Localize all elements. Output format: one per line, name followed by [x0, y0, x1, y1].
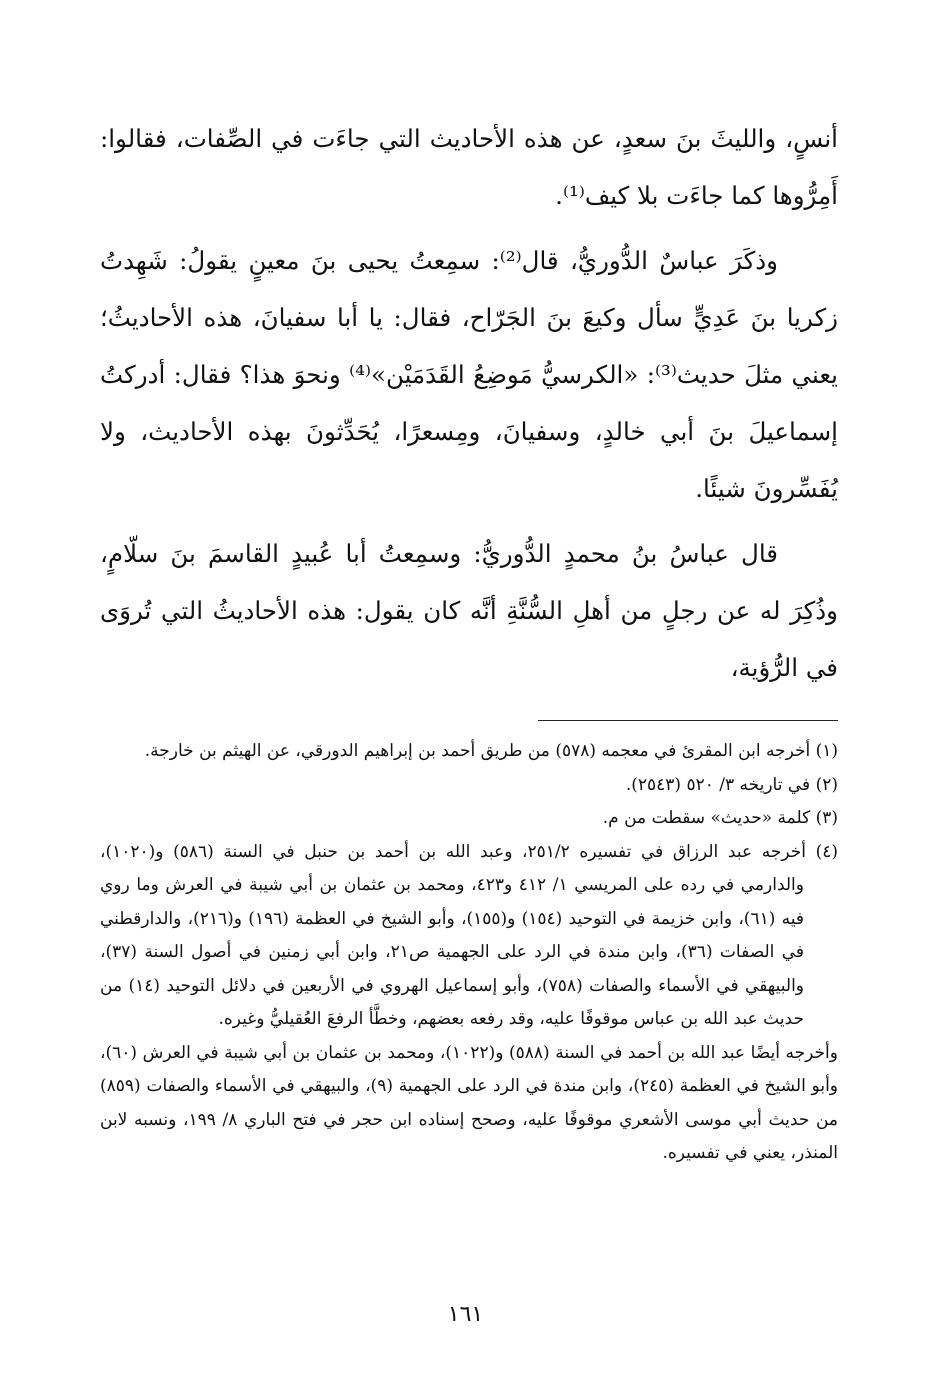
page-number: ١٦١: [447, 1302, 484, 1327]
footnote-3: (٣) كلمة «حديث» سقطت من م.: [602, 808, 838, 828]
footnote-2: (٢) في تاريخه ٣/ ٥٢٠ (٢٥٤٣).: [625, 774, 838, 795]
footnote-4-continuation: وأخرجه أيضًا عبد الله بن أحمد في السنة (٥٨٨) و(١٠٢٢)، ومحمد بن عثمان بن أبي شيبة في العرش (٦٠)، وأبو الشيخ في العظمة (٢٤٥)، وابن مندة في الرد على الجهمية (٩)، والبيهقي في الأسماء والصفات (٨٥٩) من حديث أبي موسى الأشعري موقوفًا عليه، وصحح إسناده ابن حجر في فتح الباري ٨/ ١٩٩، ونسبه لابن المنذر، يعني في تفسيره.: [100, 1042, 839, 1163]
body-paragraph-1: أنسٍ، والليثَ بنَ سعدٍ، عن هذه الأحاديث التي جاءَت في الصِّفات، فقالوا: أَمِرُّوها كما جاءَت بلا كيف⁽¹⁾.: [100, 124, 838, 210]
body-paragraph-2: وذكَرَ عباسٌ الدُّوريُّ، قال⁽²⁾: سمِعتُ يحيى بنَ معينٍ يقولُ: شَهِدتُ زكريا بنَ عَدِيٍّ سأل وكيعَ بنَ الجَرّاح، فقال: يا أبا سفيانَ، هذه الأحاديثُ؛ يعني مثلَ حديث⁽³⁾: «الكرسيُّ مَوضِعُ القَدَمَيْن»⁽⁴⁾ ونحوَ هذا؟ فقال: أدركتُ إسماعيلَ بنَ أبي خالدٍ، وسفيانَ، ومِسعرًا، يُحَدِّثونَ بهذه الأحاديث، ولا يُفَسِّرونَ شيئًا.: [100, 246, 838, 503]
footnotes-section: [100, 735, 838, 1171]
footnote-4: (٤) أخرجه عبد الرزاق في تفسيره ٢٥١/٢، وعبد الله بن أحمد بن حنبل في السنة (٥٨٦) و(١٠٢٠)، والدارمي في رده على المريسي ١/ ٤١٢ و٤٢٣، ومحمد بن عثمان بن أبي شيبة في العرش وما روي فيه (٦١)، وابن خزيمة في التوحيد (١٥٤) و(١٥٥)، وأبو الشيخ في العظمة (١٩٦) و(٢١٦)، والدارقطني في الصفات (٣٦)، وابن مندة في الرد على الجهمية ص٢١، وابن أبي زمنين في أصول السنة (٣٧)، والبيهقي في الأسماء والصفات (٧٥٨)، وأبو إسماعيل الهروي في الأربعين في دلائل التوحيد (١٤) من حديث عبد الله بن عباس موقوفًا عليه، وقد رفعه بعضهم، وخطَّأ الرفعَ العُقيليُّ وغيره.: [100, 841, 838, 1029]
footnote-divider: [538, 720, 838, 721]
footnote-1: (١) أخرجه ابن المقرئ في معجمه (٥٧٨) من طريق أحمد بن إبراهيم الدورقي، عن الهيثم بن خارجة.: [144, 741, 838, 761]
body-paragraph-3: قال عباسُ بنُ محمدٍ الدُّوريُّ: وسمِعتُ أبا عُبيدٍ القاسمَ بنَ سلّامٍ، وذُكِرَ له عن رجلٍ من أهلِ السُّنَّةِ أنَّه كان يقول: هذه الأحاديثُ التي تُروَى في الرُّؤية،: [100, 539, 838, 682]
page-content: [100, 110, 838, 1171]
